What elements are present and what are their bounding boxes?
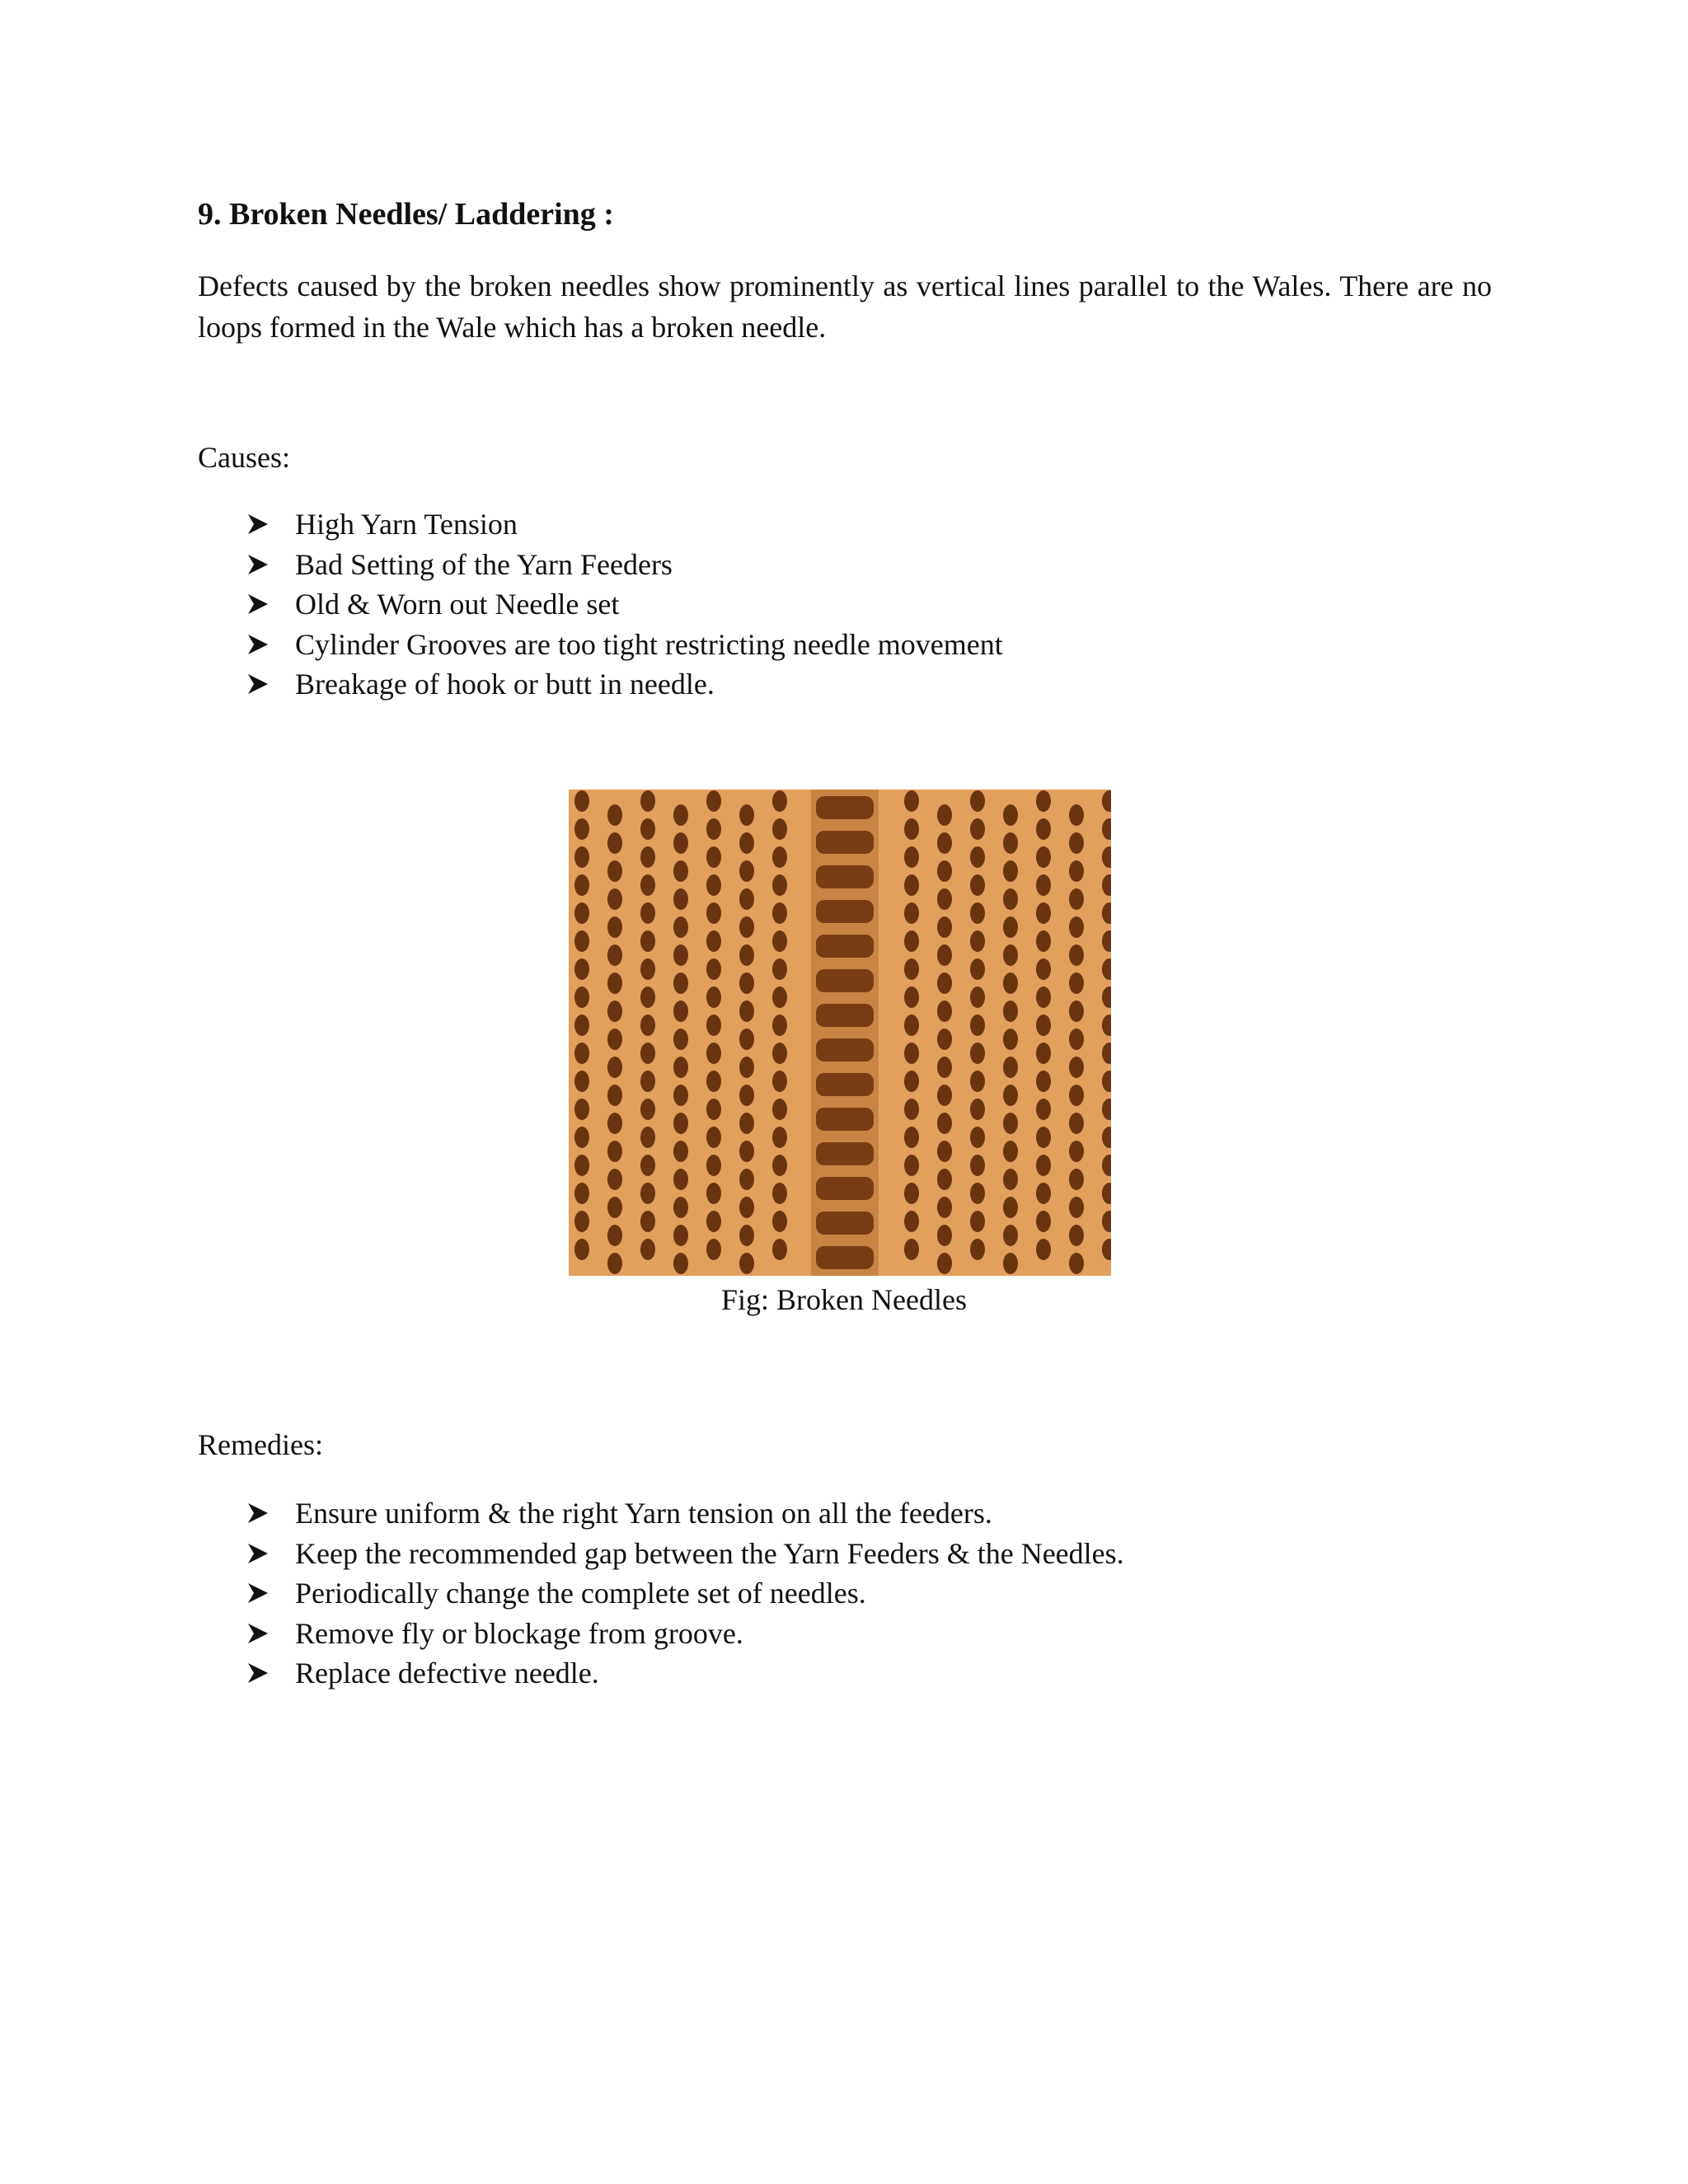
knit-loop-hole <box>937 972 952 994</box>
knit-loop-hole <box>904 1127 919 1148</box>
knit-loop-hole <box>772 1127 787 1148</box>
knit-loop-hole <box>1069 1225 1084 1246</box>
knit-loop-hole <box>640 902 655 924</box>
knit-loop-hole <box>1036 1099 1051 1120</box>
knit-loop-hole <box>607 888 622 910</box>
knit-loop-hole <box>904 987 919 1008</box>
ladder-rung <box>816 865 874 888</box>
knit-loop-hole <box>640 1155 655 1176</box>
knit-loop-hole <box>1069 860 1084 882</box>
intro-paragraph: Defects caused by the broken needles show prominently as vertical lines parallel to the Wales. There are no loops formed in the Wale which has a broken needle. <box>198 269 1492 344</box>
knit-loop-hole <box>937 860 952 882</box>
knit-loop-hole <box>772 1155 787 1176</box>
ladder-band <box>811 790 879 1276</box>
ladder-rung <box>816 1142 874 1165</box>
knit-loop-hole <box>937 1141 952 1162</box>
arrowhead-bullet-icon <box>247 1623 295 1644</box>
knit-loop-hole <box>937 1169 952 1190</box>
knit-loop-hole <box>970 958 985 980</box>
knit-loop-hole <box>706 818 721 840</box>
knit-loop-hole <box>1036 1127 1051 1148</box>
knit-loop-hole <box>640 874 655 896</box>
knit-loop-hole <box>937 1085 952 1106</box>
knit-loop-hole <box>607 1197 622 1218</box>
knit-loop-hole <box>772 790 787 812</box>
knit-loop-hole <box>739 1197 754 1218</box>
knit-loop-hole <box>970 846 985 868</box>
knit-loop-hole <box>1069 1001 1084 1022</box>
knit-loop-hole <box>706 987 721 1008</box>
knit-loop-hole <box>640 1127 655 1148</box>
knit-loop-hole <box>739 1253 754 1274</box>
knit-loop-hole <box>1003 1141 1018 1162</box>
knit-loop-hole <box>739 1057 754 1078</box>
knit-loop-hole <box>937 1253 952 1274</box>
knit-loop-hole <box>772 1043 787 1064</box>
knit-loop-hole <box>739 916 754 938</box>
knit-loop-hole <box>640 818 655 840</box>
knit-loop-hole <box>607 944 622 966</box>
cause-item-text: High Yarn Tension <box>295 508 518 541</box>
knit-loop-hole <box>706 1015 721 1036</box>
knit-loop-hole <box>1069 1113 1084 1134</box>
knit-loop-hole <box>607 972 622 994</box>
knit-loop-hole <box>1003 944 1018 966</box>
knit-loop-hole <box>607 832 622 854</box>
knit-loop-hole <box>607 1029 622 1050</box>
knit-loop-hole <box>772 1015 787 1036</box>
knit-loop-hole <box>1003 804 1018 826</box>
knit-loop-hole <box>673 832 688 854</box>
knit-loop-hole <box>1036 874 1051 896</box>
knit-loop-hole <box>574 874 589 896</box>
knit-loop-hole <box>970 818 985 840</box>
knit-loop-hole <box>937 1197 952 1218</box>
knit-loop-hole <box>1003 1029 1018 1050</box>
knit-loop-hole <box>607 1113 622 1134</box>
remedies-label: Remedies: <box>198 1428 323 1461</box>
knit-loop-hole <box>706 1211 721 1232</box>
knit-loop-hole <box>673 944 688 966</box>
knit-loop-hole <box>904 1015 919 1036</box>
knit-loop-hole <box>640 1043 655 1064</box>
knit-loop-hole <box>1069 1253 1084 1274</box>
knit-loop-hole <box>904 1211 919 1232</box>
knit-loop-hole <box>706 1155 721 1176</box>
cause-item-text: Cylinder Grooves are too tight restricting needle movement <box>295 627 1003 661</box>
knit-loop-hole <box>706 874 721 896</box>
knit-loop-hole <box>673 1253 688 1274</box>
knit-loop-hole <box>1003 972 1018 994</box>
knit-loop-hole <box>1036 1183 1051 1204</box>
knit-loop-hole <box>706 930 721 952</box>
knit-loop-hole <box>937 1029 952 1050</box>
knit-loop-hole <box>673 1001 688 1022</box>
knit-loop-hole <box>937 944 952 966</box>
ladder-rung <box>816 831 874 854</box>
knit-loop-hole <box>607 860 622 882</box>
knit-loop-hole <box>772 930 787 952</box>
knit-loop-hole <box>904 818 919 840</box>
knit-loop-hole <box>574 987 589 1008</box>
remedy-item-text: Keep the recommended gap between the Yarn Feeders & the Needles. <box>295 1536 1124 1570</box>
knit-loop-hole <box>574 1015 589 1036</box>
knit-loop-hole <box>574 818 589 840</box>
knit-loop-hole <box>904 1239 919 1260</box>
knit-loop-hole <box>739 944 754 966</box>
knit-loop-hole <box>706 1043 721 1064</box>
knit-loop-hole <box>1069 1085 1084 1106</box>
knit-loop-hole <box>739 1085 754 1106</box>
arrowhead-bullet-icon <box>247 634 295 655</box>
knit-loop-hole <box>1036 1239 1051 1260</box>
ladder-rung <box>816 900 874 923</box>
knit-loop-hole <box>1003 860 1018 882</box>
remedy-item-text: Replace defective needle. <box>295 1657 599 1690</box>
knit-loop-hole <box>970 987 985 1008</box>
knit-loop-hole <box>739 804 754 826</box>
section-heading: 9. Broken Needles/ Laddering : <box>198 197 614 232</box>
knit-loop-hole <box>1069 804 1084 826</box>
knit-loop-hole <box>1003 1001 1018 1022</box>
list-item <box>247 664 1003 705</box>
knit-loop-hole <box>607 1141 622 1162</box>
knit-loop-hole <box>1036 930 1051 952</box>
knit-loop-hole <box>1069 1057 1084 1078</box>
knit-loop-hole <box>607 1001 622 1022</box>
knit-loop-hole <box>607 916 622 938</box>
figure-caption: Fig: Broken Needles <box>721 1283 967 1316</box>
knit-loop-hole <box>970 1211 985 1232</box>
arrowhead-bullet-icon <box>247 1582 295 1604</box>
knit-loop-hole <box>904 1099 919 1120</box>
knit-loop-hole <box>640 958 655 980</box>
knit-loop-hole <box>1003 1225 1018 1246</box>
knit-loop-hole <box>706 1127 721 1148</box>
knit-loop-hole <box>772 874 787 896</box>
knit-loop-hole <box>937 1001 952 1022</box>
knit-loop-hole <box>706 902 721 924</box>
knit-loop-hole <box>970 1071 985 1092</box>
knit-loop-hole <box>739 832 754 854</box>
list-item <box>247 1573 1124 1614</box>
knit-loop-hole <box>739 860 754 882</box>
knit-loop-hole <box>574 1183 589 1204</box>
knit-loop-hole <box>1036 1043 1051 1064</box>
knit-loop-hole <box>937 832 952 854</box>
knit-loop-hole <box>673 1057 688 1078</box>
list-item <box>247 625 1003 665</box>
knit-loop-hole <box>970 1015 985 1036</box>
knit-loop-hole <box>1036 790 1051 812</box>
knit-loop-hole <box>772 818 787 840</box>
knit-loop-hole <box>640 1211 655 1232</box>
knit-loop-hole <box>574 958 589 980</box>
ladder-rung <box>816 1108 874 1131</box>
list-item <box>247 1614 1124 1654</box>
knit-loop-hole <box>904 930 919 952</box>
ladder-rung <box>816 969 874 992</box>
knit-loop-hole <box>574 1043 589 1064</box>
knit-loop-hole <box>607 1169 622 1190</box>
arrowhead-bullet-icon <box>247 1662 295 1684</box>
knit-loop-hole <box>904 902 919 924</box>
knit-loop-hole <box>574 930 589 952</box>
ladder-rung <box>816 1246 874 1269</box>
knit-loop-hole <box>574 790 589 812</box>
knit-loop-hole <box>937 1113 952 1134</box>
knit-loop-hole <box>772 987 787 1008</box>
knit-loop-hole <box>673 804 688 826</box>
cause-item-text: Old & Worn out Needle set <box>295 588 620 621</box>
knit-loop-hole <box>706 1183 721 1204</box>
knit-loop-hole <box>1069 972 1084 994</box>
knit-loop-hole <box>673 1141 688 1162</box>
knit-loop-hole <box>1003 832 1018 854</box>
knit-loop-hole <box>1069 1197 1084 1218</box>
knit-loop-hole <box>904 1071 919 1092</box>
knit-loop-hole <box>1069 916 1084 938</box>
knit-loop-hole <box>607 1225 622 1246</box>
knit-loop-hole <box>607 1253 622 1274</box>
knit-loop-hole <box>640 930 655 952</box>
knit-loop-hole <box>970 1099 985 1120</box>
knit-loop-hole <box>640 1183 655 1204</box>
knit-loop-hole <box>772 1099 787 1120</box>
knit-loop-hole <box>772 1239 787 1260</box>
ladder-rung <box>816 1004 874 1027</box>
knit-loop-hole <box>706 958 721 980</box>
knit-loop-hole <box>574 1127 589 1148</box>
knit-loop-hole <box>1036 987 1051 1008</box>
knit-loop-hole <box>1069 1169 1084 1190</box>
knit-loop-hole <box>970 790 985 812</box>
remedy-item-text: Periodically change the complete set of needles. <box>295 1577 866 1610</box>
knit-loop-hole <box>904 846 919 868</box>
ladder-rung <box>816 935 874 958</box>
knit-loop-hole <box>673 972 688 994</box>
knit-loop-hole <box>1003 1169 1018 1190</box>
knit-loop-hole <box>739 1141 754 1162</box>
knit-loop-hole <box>1003 1253 1018 1274</box>
ladder-rung <box>816 1177 874 1200</box>
knit-loop-hole <box>970 874 985 896</box>
knit-loop-hole <box>1036 1071 1051 1092</box>
knit-loop-hole <box>673 888 688 910</box>
knit-loop-hole <box>904 1155 919 1176</box>
knit-loop-hole <box>904 1043 919 1064</box>
knit-loop-hole <box>706 1239 721 1260</box>
knit-loop-hole <box>904 874 919 896</box>
knit-loop-hole <box>1036 1211 1051 1232</box>
knit-loop-hole <box>970 1183 985 1204</box>
knit-loop-hole <box>706 790 721 812</box>
remedies-list <box>247 1493 1124 1694</box>
arrowhead-bullet-icon <box>247 513 295 535</box>
knit-loop-hole <box>640 846 655 868</box>
cause-item-text: Bad Setting of the Yarn Feeders <box>295 547 673 581</box>
causes-label: Causes: <box>198 441 290 474</box>
knit-loop-hole <box>706 1071 721 1092</box>
knit-loop-hole <box>640 1239 655 1260</box>
knit-loop-hole <box>904 1183 919 1204</box>
knit-loop-hole <box>1036 902 1051 924</box>
knit-loop-hole <box>970 902 985 924</box>
knit-loop-hole <box>904 790 919 812</box>
knit-loop-hole <box>574 1239 589 1260</box>
knit-loop-hole <box>937 916 952 938</box>
knit-loop-hole <box>673 1113 688 1134</box>
knit-loop-hole <box>1069 1029 1084 1050</box>
knit-loop-hole <box>937 804 952 826</box>
knit-loop-hole <box>937 1057 952 1078</box>
knit-loop-hole <box>1003 1085 1018 1106</box>
knit-loop-hole <box>640 1099 655 1120</box>
knit-fabric-image <box>569 790 1111 1276</box>
knit-loop-hole <box>1003 916 1018 938</box>
arrowhead-bullet-icon <box>247 554 295 575</box>
knit-loop-hole <box>772 1071 787 1092</box>
knit-loop-hole <box>772 1183 787 1204</box>
causes-list <box>247 504 1003 705</box>
list-item <box>247 1653 1124 1694</box>
knit-loop-hole <box>970 930 985 952</box>
knit-loop-hole <box>607 1085 622 1106</box>
arrowhead-bullet-icon <box>247 1502 295 1524</box>
knit-loop-hole <box>673 1225 688 1246</box>
knit-loop-hole <box>739 1169 754 1190</box>
remedy-item-text: Remove fly or blockage from groove. <box>295 1616 743 1650</box>
knit-loop-hole <box>574 1099 589 1120</box>
knit-loop-hole <box>574 846 589 868</box>
knit-loop-hole <box>607 804 622 826</box>
knit-loop-hole <box>970 1127 985 1148</box>
knit-loop-hole <box>1069 944 1084 966</box>
ladder-rung <box>816 1038 874 1062</box>
knit-loop-hole <box>673 916 688 938</box>
knit-loop-hole <box>739 1225 754 1246</box>
arrowhead-bullet-icon <box>247 1543 295 1564</box>
list-item <box>247 584 1003 625</box>
knit-loop-hole <box>1003 1057 1018 1078</box>
ladder-rung <box>816 796 874 819</box>
knit-loop-hole <box>937 1225 952 1246</box>
knit-loop-hole <box>1036 818 1051 840</box>
knit-loop-hole <box>739 1001 754 1022</box>
knit-loop-hole <box>640 1015 655 1036</box>
knit-loop-hole <box>673 1169 688 1190</box>
remedy-item-text: Ensure uniform & the right Yarn tension on all the feeders. <box>295 1497 992 1530</box>
arrowhead-bullet-icon <box>247 593 295 615</box>
knit-loop-hole <box>772 846 787 868</box>
knit-loop-hole <box>607 1057 622 1078</box>
knit-loop-hole <box>574 902 589 924</box>
knit-loop-hole <box>739 1113 754 1134</box>
knit-loop-hole <box>1069 832 1084 854</box>
knit-loop-hole <box>1036 958 1051 980</box>
cause-item-text: Breakage of hook or butt in needle. <box>295 668 715 701</box>
knit-loop-hole <box>673 1197 688 1218</box>
list-item <box>247 1493 1124 1534</box>
knit-loop-hole <box>772 958 787 980</box>
knit-loop-hole <box>574 1155 589 1176</box>
knit-loop-hole <box>970 1043 985 1064</box>
knit-loop-hole <box>640 987 655 1008</box>
broken-needles-figure <box>569 790 1111 1276</box>
knit-loop-hole <box>937 888 952 910</box>
knit-loop-hole <box>574 1071 589 1092</box>
knit-loop-hole <box>739 888 754 910</box>
knit-loop-hole <box>706 1099 721 1120</box>
knit-loop-hole <box>1036 1015 1051 1036</box>
knit-loop-hole <box>1069 888 1084 910</box>
knit-loop-hole <box>904 958 919 980</box>
knit-loop-hole <box>1003 1197 1018 1218</box>
knit-loop-hole <box>739 972 754 994</box>
knit-loop-hole <box>1036 846 1051 868</box>
ladder-rung <box>816 1073 874 1096</box>
ladder-rung <box>816 1212 874 1235</box>
knit-loop-hole <box>739 1029 754 1050</box>
knit-loop-hole <box>1003 888 1018 910</box>
knit-loop-hole <box>574 1211 589 1232</box>
knit-loop-hole <box>1069 1141 1084 1162</box>
knit-loop-hole <box>772 902 787 924</box>
knit-loop-hole <box>673 860 688 882</box>
knit-loop-hole <box>1036 1155 1051 1176</box>
list-item <box>247 1534 1124 1574</box>
knit-loop-hole <box>673 1029 688 1050</box>
knit-loop-hole <box>673 1085 688 1106</box>
knit-loop-hole <box>640 790 655 812</box>
knit-loop-hole <box>1003 1113 1018 1134</box>
knit-loop-hole <box>970 1155 985 1176</box>
arrowhead-bullet-icon <box>247 673 295 695</box>
knit-loop-hole <box>772 1211 787 1232</box>
list-item <box>247 504 1003 545</box>
knit-loop-hole <box>640 1071 655 1092</box>
knit-loop-hole <box>970 1239 985 1260</box>
list-item <box>247 545 1003 585</box>
knit-loop-hole <box>706 846 721 868</box>
